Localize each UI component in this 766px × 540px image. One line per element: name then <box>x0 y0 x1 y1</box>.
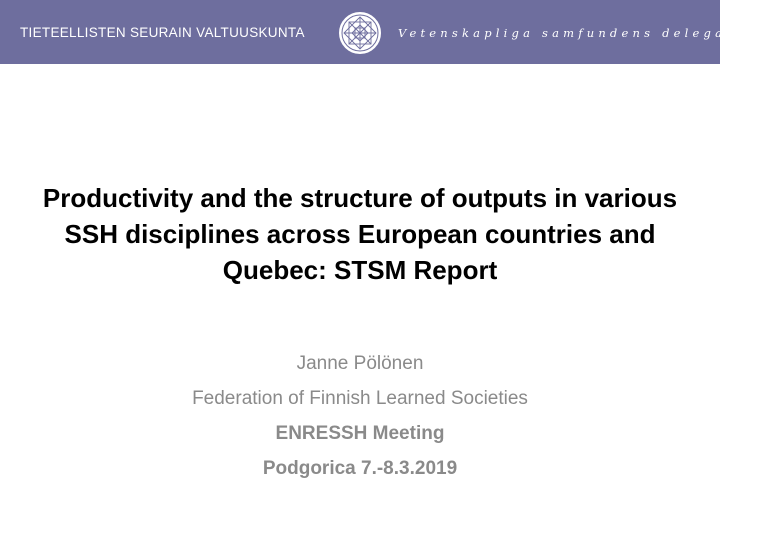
header-banner <box>0 0 766 64</box>
event-name: ENRESSH Meeting <box>275 423 445 444</box>
org-name-finnish: TIETEELLISTEN SEURAIN VALTUUSKUNTA <box>20 25 305 40</box>
slide-title: Productivity and the structure of outputs in various SSH disciplines across European countries and Quebec: STSM Report <box>42 183 678 285</box>
author-name: Janne Pölönen <box>296 353 424 374</box>
event-place-date: Podgorica 7.-8.3.2019 <box>262 458 458 479</box>
slide-subtitle <box>40 346 680 486</box>
geometric-star-seal-icon <box>338 11 382 55</box>
author-affiliation: Federation of Finnish Learned Societies <box>192 388 528 409</box>
org-name-swedish: Vetenskapliga samfundens delegation <box>398 26 766 40</box>
